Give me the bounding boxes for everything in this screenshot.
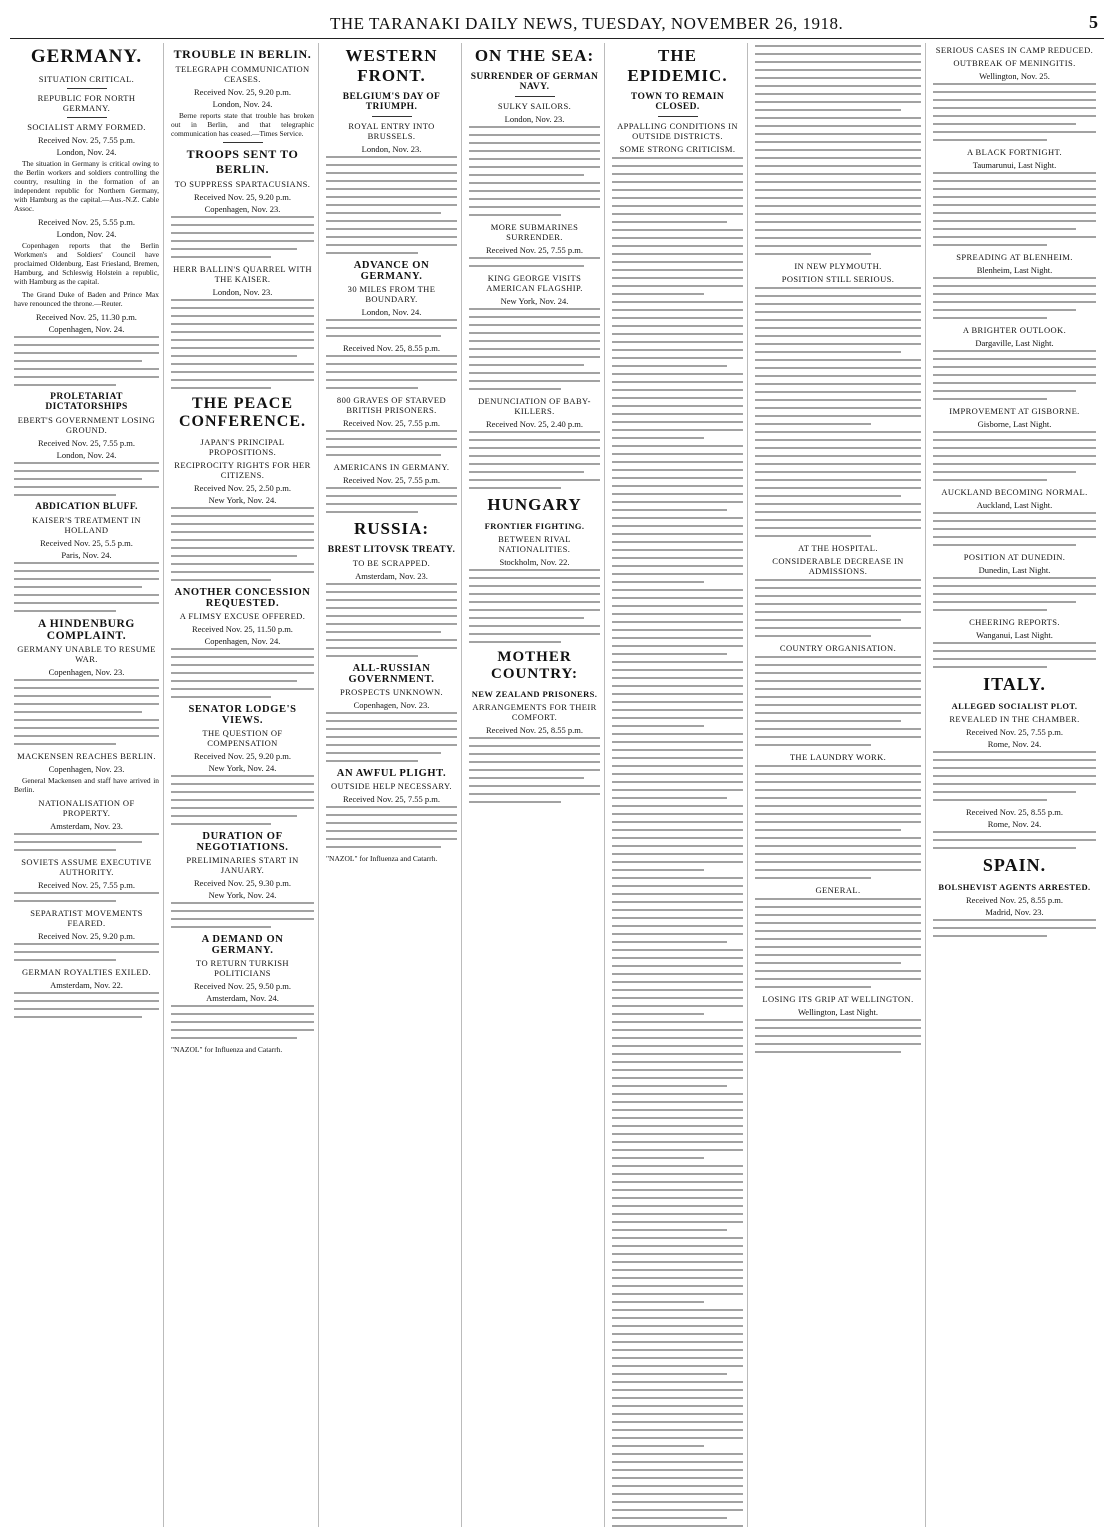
illegible-text-block	[755, 45, 921, 255]
illegible-text-block	[755, 1019, 921, 1053]
illegible-text-block	[171, 775, 314, 825]
subhead: DENUNCIATION OF BABY-KILLERS.	[478, 396, 591, 416]
article-paragraph: Berne reports state that trouble has broken out in Berlin, and that telegraphic communication has ceased.—Times Service.	[171, 111, 314, 138]
dateline: Rome, Nov. 24.	[987, 739, 1042, 749]
subhead: TO BE SCRAPPED.	[352, 558, 431, 568]
subhead: ALLEGED SOCIALIST PLOT.	[951, 701, 1078, 711]
dateline: Rome, Nov. 24.	[987, 819, 1042, 829]
subhead: SPREADING AT BLENHEIM.	[956, 252, 1073, 262]
subhead: NATIONALISATION OF PROPERTY.	[38, 798, 135, 818]
dateline: Auckland, Last Night.	[976, 500, 1053, 510]
subhead: SULKY SAILORS.	[497, 101, 572, 111]
dateline: London, Nov. 24.	[361, 307, 422, 317]
illegible-text-block	[933, 431, 1096, 481]
dateline: Copenhagen, Nov. 23.	[48, 764, 125, 774]
subhead: 30 MILES FROM THE BOUNDARY.	[347, 284, 436, 304]
illegible-text-block	[933, 350, 1096, 400]
illegible-text-block	[612, 157, 743, 1527]
subhead: APPALLING CONDITIONS IN OUTSIDE DISTRICTS.	[617, 121, 738, 141]
illegible-text-block	[326, 156, 457, 254]
paper-title: THE TARANAKI DAILY NEWS, TUESDAY, NOVEMBER 26, 1918.	[330, 14, 844, 33]
headline-spain: SPAIN.	[982, 855, 1047, 875]
headline-awful-plight: AN AWFUL PLIGHT.	[336, 768, 447, 779]
subhead: THE QUESTION OF COMPENSATION	[202, 728, 283, 748]
subhead: JAPAN'S PRINCIPAL PROPOSITIONS.	[200, 437, 285, 457]
column-germany	[10, 43, 164, 1527]
column-epidemic	[608, 43, 748, 1527]
dateline: Taumarunui, Last Night.	[972, 160, 1057, 170]
dateline: Received Nov. 25, 9.20 p.m.	[194, 751, 291, 761]
subhead: IMPROVEMENT AT GISBORNE.	[949, 406, 1080, 416]
dateline: New York, Nov. 24.	[500, 296, 569, 306]
dateline: Wellington, Nov. 25.	[979, 71, 1050, 81]
subhead: TO SUPPRESS SPARTACUSIANS.	[174, 179, 311, 189]
headline-germany: GERMANY.	[30, 46, 143, 67]
subhead: POSITION AT DUNEDIN.	[963, 552, 1066, 562]
subhead: NEW ZEALAND PRISONERS.	[471, 689, 598, 699]
subhead: IN NEW PLYMOUTH.	[794, 261, 882, 271]
illegible-text-block	[171, 507, 314, 581]
illegible-text-block	[933, 831, 1096, 849]
illegible-text-block	[933, 277, 1096, 319]
subhead: SURRENDER OF GERMAN NAVY.	[470, 72, 599, 92]
illegible-text-block	[14, 892, 159, 902]
dateline: Amsterdam, Nov. 23.	[355, 571, 428, 581]
subhead: POSITION STILL SERIOUS.	[781, 274, 895, 284]
dateline: Received Nov. 25, 8.55 p.m.	[966, 807, 1063, 817]
dateline: Received Nov. 25, 7.55 p.m.	[38, 135, 135, 145]
subhead: REPUBLIC FOR NORTH GERMANY.	[37, 93, 136, 113]
dateline: Received Nov. 25, 9.50 p.m.	[194, 981, 291, 991]
column-new-plymouth	[751, 43, 926, 1527]
subhead: GENERAL.	[815, 885, 861, 895]
columns	[10, 43, 1104, 1527]
illegible-text-block	[171, 216, 314, 258]
dateline: Received Nov. 25, 9.30 p.m.	[194, 878, 291, 888]
dateline: Received Nov. 25, 7.55 p.m.	[966, 727, 1063, 737]
subhead: SOCIALIST ARMY FORMED.	[27, 122, 146, 132]
headline-epidemic: THE EPIDEMIC.	[627, 46, 728, 85]
dateline: Received Nov. 25, 8.55 p.m.	[966, 895, 1063, 905]
dateline: Received Nov. 25, 8.55 p.m.	[486, 725, 583, 735]
dateline: Amsterdam, Nov. 24.	[206, 993, 279, 1003]
headline-troops: TROOPS SENT TO BERLIN.	[186, 147, 299, 176]
illegible-text-block	[171, 1005, 314, 1039]
subhead: A BRIGHTER OUTLOOK.	[962, 325, 1067, 335]
headline-hindenburg: A HINDENBURG COMPLAINT.	[38, 618, 135, 642]
subhead: AT THE HOSPITAL.	[798, 543, 878, 553]
subhead: OUTSIDE HELP NECESSARY.	[331, 781, 452, 791]
masthead	[10, 8, 1104, 39]
subhead: RECIPROCITY RIGHTS FOR HER CITIZENS.	[174, 460, 311, 480]
dateline: Dargaville, Last Night.	[975, 338, 1054, 348]
subhead: ARRANGEMENTS FOR THEIR COMFORT.	[472, 702, 597, 722]
subhead: KAISER'S TREATMENT IN HOLLAND	[32, 515, 141, 535]
dateline: Amsterdam, Nov. 22.	[50, 980, 123, 990]
illegible-text-block	[326, 430, 457, 456]
subhead: MORE SUBMARINES SURRENDER.	[490, 222, 579, 242]
illegible-text-block	[14, 679, 159, 745]
illegible-text-block	[469, 308, 600, 390]
dateline: Received Nov. 25, 7.55 p.m.	[38, 880, 135, 890]
subhead: TELEGRAPH COMMUNICATION CEASES.	[175, 64, 310, 84]
dateline: Received Nov. 25, 11.50 p.m.	[192, 624, 293, 634]
dateline: Paris, Nov. 24.	[61, 550, 112, 560]
headline-hungary: HUNGARY	[487, 495, 582, 514]
illegible-text-block	[933, 642, 1096, 668]
subhead: PROSPECTS UNKNOWN.	[339, 687, 444, 697]
dateline: London, Nov. 23.	[361, 144, 422, 154]
dateline: London, Nov. 23.	[504, 114, 565, 124]
dateline: Madrid, Nov. 23.	[985, 907, 1044, 917]
column-western-front	[322, 43, 462, 1527]
dateline: Dunedin, Last Night.	[978, 565, 1051, 575]
dateline: London, Nov. 24.	[56, 450, 117, 460]
advertisement: "NAZOL" for Influenza and Catarrh.	[326, 854, 438, 863]
dateline: London, Nov. 24.	[56, 147, 117, 157]
illegible-text-block	[326, 487, 457, 513]
subhead: PROLETARIAT DICTATORSHIPS	[45, 392, 128, 412]
headline-italy: ITALY.	[983, 674, 1046, 694]
headline-negotiations: DURATION OF NEGOTIATIONS.	[196, 831, 289, 853]
column-on-the-sea	[465, 43, 605, 1527]
headline-demand: A DEMAND ON GERMANY.	[201, 934, 284, 956]
subhead: BREST LITOVSK TREATY.	[327, 545, 456, 555]
subhead: A BLACK FORTNIGHT.	[966, 147, 1063, 157]
dateline: Amsterdam, Nov. 23.	[50, 821, 123, 831]
article-paragraph: The Grand Duke of Baden and Prince Max have renounced the throne.—Reuter.	[14, 290, 159, 308]
dateline: New York, Nov. 24.	[208, 495, 277, 505]
illegible-text-block	[171, 648, 314, 698]
illegible-text-block	[469, 126, 600, 216]
subhead: KING GEORGE VISITS AMERICAN FLAGSHIP.	[486, 273, 583, 293]
divider	[67, 117, 107, 118]
headline-western-front: WESTERN FRONT.	[345, 46, 438, 85]
subhead: SEPARATIST MOVEMENTS FEARED.	[30, 908, 143, 928]
illegible-text-block	[14, 943, 159, 961]
dateline: Received Nov. 25, 7.55 p.m.	[343, 475, 440, 485]
illegible-text-block	[933, 512, 1096, 546]
subhead: LOSING ITS GRIP AT WELLINGTON.	[762, 994, 914, 1004]
dateline: Wanganui, Last Night.	[976, 630, 1053, 640]
dateline: Received Nov. 25, 7.55 p.m.	[343, 794, 440, 804]
column-berlin	[167, 43, 319, 1527]
illegible-text-block	[933, 83, 1096, 141]
illegible-text-block	[469, 569, 600, 643]
headline-trouble-berlin: TROUBLE IN BERLIN.	[173, 47, 312, 61]
dateline: Stockholm, Nov. 22.	[499, 557, 570, 567]
illegible-text-block	[14, 562, 159, 612]
subhead: OUTBREAK OF MENINGITIS.	[953, 58, 1076, 68]
subhead: BOLSHEVIST AGENTS ARRESTED.	[938, 882, 1091, 892]
illegible-text-block	[326, 583, 457, 657]
subhead: 800 GRAVES OF STARVED BRITISH PRISONERS.	[336, 395, 447, 415]
dateline: Copenhagen, Nov. 23.	[353, 700, 430, 710]
dateline: Received Nov. 25, 9.20 p.m.	[38, 931, 135, 941]
subhead: BETWEEN RIVAL NATIONALITIES.	[498, 534, 571, 554]
advertisement: "NAZOL" for Influenza and Catarrh.	[171, 1045, 283, 1054]
dateline: Wellington, Last Night.	[797, 1007, 879, 1017]
dateline: London, Nov. 24.	[212, 99, 273, 109]
dateline: Received Nov. 25, 5.55 p.m.	[38, 217, 135, 227]
divider	[223, 142, 263, 143]
subhead: COUNTRY ORGANISATION.	[779, 643, 897, 653]
illegible-text-block	[171, 902, 314, 928]
dateline: Received Nov. 25, 9.20 p.m.	[194, 192, 291, 202]
illegible-text-block	[469, 257, 600, 267]
divider	[372, 116, 412, 117]
subhead: SERIOUS CASES IN CAMP REDUCED.	[935, 45, 1094, 55]
illegible-text-block	[326, 355, 457, 389]
headline-all-russian: ALL-RUSSIAN GOVERNMENT.	[348, 663, 435, 685]
dateline: Received Nov. 25, 2.40 p.m.	[486, 419, 583, 429]
illegible-text-block	[469, 737, 600, 803]
article-paragraph: The situation in Germany is critical owing to the Berlin workers and soldiers controlling the country, resulting in the formation of an independent republic for Northern Germany, with Hamburg as the capital.—Aus.-N.Z. Cable Assoc.	[14, 159, 159, 213]
headline-concession: ANOTHER CONCESSION REQUESTED.	[174, 587, 311, 609]
subhead: FRONTIER FIGHTING.	[484, 521, 585, 531]
illegible-text-block	[326, 319, 457, 337]
illegible-text-block	[755, 898, 921, 988]
illegible-text-block	[171, 299, 314, 389]
subhead: MACKENSEN REACHES BERLIN.	[17, 751, 156, 761]
subhead: HERR BALLIN'S QUARREL WITH THE KAISER.	[173, 264, 312, 284]
divider	[658, 116, 698, 117]
article-paragraph: Copenhagen reports that the Berlin Workmen's and Soldiers' Council have proclaimed Oldenburg, East Friesland, Bremen, Hamburg, and Schleswig Holstein a republic, with Hamburg as the capital.	[14, 241, 159, 286]
dateline: Received Nov. 25, 5.5 p.m.	[40, 538, 133, 548]
divider	[67, 88, 107, 89]
dateline: Copenhagen, Nov. 24.	[48, 324, 125, 334]
dateline: Received Nov. 25, 7.55 p.m.	[343, 418, 440, 428]
illegible-text-block	[469, 431, 600, 489]
dateline: Received Nov. 25, 7.55 p.m.	[38, 438, 135, 448]
subhead: TO RETURN TURKISH POLITICIANS	[196, 958, 289, 978]
subhead: SOVIETS ASSUME EXECUTIVE AUTHORITY.	[21, 857, 152, 877]
dateline: Gisborne, Last Night.	[977, 419, 1052, 429]
page-number: 5	[1089, 12, 1098, 32]
dateline: New York, Nov. 24.	[208, 763, 277, 773]
subhead: AUCKLAND BECOMING NORMAL.	[941, 487, 1088, 497]
dateline: New York, Nov. 24.	[208, 890, 277, 900]
dateline: Received Nov. 25, 2.50 p.m.	[194, 483, 291, 493]
article-paragraph: General Mackensen and staff have arrived in Berlin.	[14, 776, 159, 794]
headline-mother-country: MOTHER COUNTRY:	[491, 649, 578, 682]
subhead: GERMAN ROYALTIES EXILED.	[22, 967, 151, 977]
headline-senator-lodge: SENATOR LODGE'S VIEWS.	[188, 704, 297, 726]
dateline: Copenhagen, Nov. 23.	[204, 204, 281, 214]
subhead: THE LAUNDRY WORK.	[789, 752, 887, 762]
dateline: Received Nov. 25, 7.55 p.m.	[486, 245, 583, 255]
headline-advance: ADVANCE ON GERMANY.	[353, 260, 430, 282]
illegible-text-block	[326, 806, 457, 848]
illegible-text-block	[755, 765, 921, 879]
subhead: CONSIDERABLE DECREASE IN ADMISSIONS.	[772, 556, 904, 576]
subhead: EBERT'S GOVERNMENT LOSING GROUND.	[17, 415, 156, 435]
subhead: ROYAL ENTRY INTO BRUSSELS.	[348, 121, 435, 141]
dateline: Received Nov. 25, 11.30 p.m.	[36, 312, 137, 322]
column-news-briefs	[929, 43, 1100, 1527]
subhead: SITUATION CRITICAL.	[38, 74, 135, 84]
dateline: Received Nov. 25, 9.20 p.m.	[194, 87, 291, 97]
dateline: Received Nov. 25, 8.55 p.m.	[343, 343, 440, 353]
subhead: SOME STRONG CRITICISM.	[619, 144, 736, 154]
divider	[515, 96, 555, 97]
illegible-text-block	[933, 577, 1096, 611]
illegible-text-block	[755, 579, 921, 637]
subhead: A FLIMSY EXCUSE OFFERED.	[179, 611, 306, 621]
dateline: Blenheim, Last Night.	[976, 265, 1053, 275]
illegible-text-block	[933, 919, 1096, 937]
illegible-text-block	[14, 336, 159, 386]
illegible-text-block	[14, 992, 159, 1018]
illegible-text-block	[933, 751, 1096, 801]
subhead: PRELIMINARIES START IN JANUARY.	[186, 855, 299, 875]
headline-peace-conference: THE PEACE CONFERENCE.	[178, 395, 306, 430]
subhead: BELGIUM'S DAY OF TRIUMPH.	[342, 92, 441, 112]
illegible-text-block	[755, 287, 921, 537]
subhead: TOWN TO REMAIN CLOSED.	[630, 92, 725, 112]
subhead: AMERICANS IN GERMANY.	[333, 462, 450, 472]
headline-on-the-sea: ON THE SEA:	[474, 46, 595, 65]
subhead: REVEALED IN THE CHAMBER.	[949, 714, 1080, 724]
illegible-text-block	[14, 833, 159, 851]
illegible-text-block	[14, 462, 159, 496]
illegible-text-block	[326, 712, 457, 762]
illegible-text-block	[755, 656, 921, 746]
subhead: GERMANY UNABLE TO RESUME WAR.	[17, 644, 156, 664]
dateline: London, Nov. 24.	[56, 229, 117, 239]
dateline: Copenhagen, Nov. 23.	[48, 667, 125, 677]
illegible-text-block	[933, 172, 1096, 246]
subhead: CHEERING REPORTS.	[969, 617, 1060, 627]
dateline: Copenhagen, Nov. 24.	[204, 636, 281, 646]
headline-russia: RUSSIA:	[353, 519, 430, 538]
subhead: ABDICATION BLUFF.	[35, 502, 138, 512]
dateline: London, Nov. 23.	[212, 287, 273, 297]
